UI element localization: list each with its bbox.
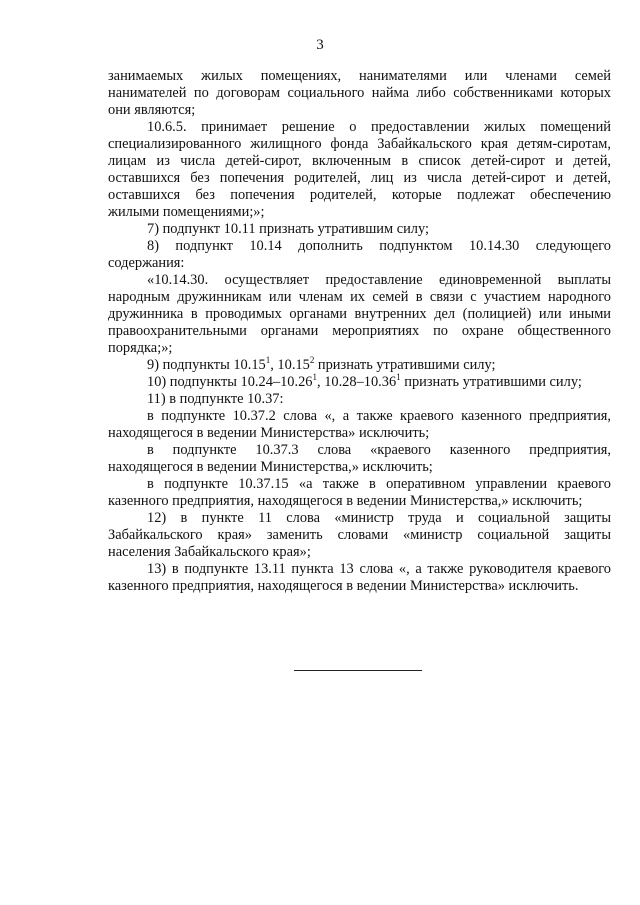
text-line: «10.14.30. осуществляет предоставление единовременной выплаты bbox=[147, 272, 611, 288]
item9-mid: , 10.15 bbox=[270, 357, 310, 373]
text-line: в подпункте 10.37.15 «а также в оперативном управлении краевого bbox=[147, 476, 611, 492]
text-line: занимаемых жилых помещениях, нанимателями или членами семей bbox=[108, 68, 611, 84]
text-line: находящегося в ведении Министерства,» исключить; bbox=[108, 459, 433, 475]
text-line: они являются; bbox=[108, 102, 196, 118]
text-line: 8) подпункт 10.14 дополнить подпунктом 10.14.30 следующего bbox=[147, 238, 611, 254]
separator-line bbox=[294, 670, 422, 671]
item10-prefix: 10) подпункты 10.24–10.26 bbox=[147, 374, 313, 390]
text-line: дружинника в проводимых органами внутренних дел (полицией) или иными bbox=[108, 306, 611, 322]
text-line-item-10 bbox=[147, 374, 611, 391]
text-line: жилыми помещениями;»; bbox=[108, 204, 265, 220]
text-line: лицам из числа детей-сирот, включенным в список детей-сирот и детей, bbox=[108, 153, 611, 169]
text-line: в подпункте 10.37.2 слова «, а также краевого казенного предприятия, bbox=[147, 408, 611, 424]
text-line: народным дружинникам или членам их семей в связи с участием народного bbox=[108, 289, 611, 305]
text-line: 12) в пункте 11 слова «министр труда и социальной защиты bbox=[147, 510, 611, 526]
text-line: нанимателей по договорам социального найма либо собственниками которых bbox=[108, 85, 611, 101]
superscript: 2 bbox=[309, 355, 315, 365]
text-line-item-9 bbox=[147, 357, 611, 374]
text-line: в подпункте 10.37.3 слова «краевого казенного предприятия, bbox=[147, 442, 611, 458]
text-line: населения Забайкальского края»; bbox=[108, 544, 311, 560]
item10-suffix: признать утратившими силу; bbox=[400, 374, 582, 390]
text-line: 13) в подпункте 13.11 пункта 13 слова «, а также руководителя краевого bbox=[147, 561, 611, 577]
text-line: правоохранительными органами мероприятиях по охране общественного bbox=[108, 323, 611, 339]
superscript: 1 bbox=[396, 372, 401, 382]
text-line: порядка;»; bbox=[108, 340, 173, 356]
item9-suffix: признать утратившими силу; bbox=[314, 357, 496, 373]
superscript: 1 bbox=[265, 355, 271, 365]
text-line: содержания: bbox=[108, 255, 185, 271]
text-line: казенного предприятия, находящегося в ведении Министерства,» исключить; bbox=[108, 493, 583, 509]
text-line: оставшихся без попечения родителей, лиц из числа детей-сирот и детей, bbox=[108, 170, 611, 186]
text-line: находящегося в ведении Министерства» исключить; bbox=[108, 425, 430, 441]
page-number: 3 bbox=[316, 37, 324, 53]
superscript: 1 bbox=[312, 372, 317, 382]
text-line: 10.6.5. принимает решение о предоставлении жилых помещений bbox=[147, 119, 611, 135]
text-line: 11) в подпункте 10.37: bbox=[147, 391, 284, 407]
item9-prefix: 9) подпункты 10.15 bbox=[147, 357, 266, 373]
text-line: оставшихся без попечения родителей, которые подлежат обеспечению bbox=[108, 187, 611, 203]
text-line: 7) подпункт 10.11 признать утратившим силу; bbox=[147, 221, 429, 237]
item10-mid: , 10.28–10.36 bbox=[317, 374, 397, 390]
text-line: специализированного жилищного фонда Забайкальского края детям-сиротам, bbox=[108, 136, 611, 152]
text-line: казенного предприятия, находящегося в ведении Министерства» исключить. bbox=[108, 578, 579, 594]
text-line: Забайкальского края» заменить словами «министр социальной защиты bbox=[108, 527, 611, 543]
